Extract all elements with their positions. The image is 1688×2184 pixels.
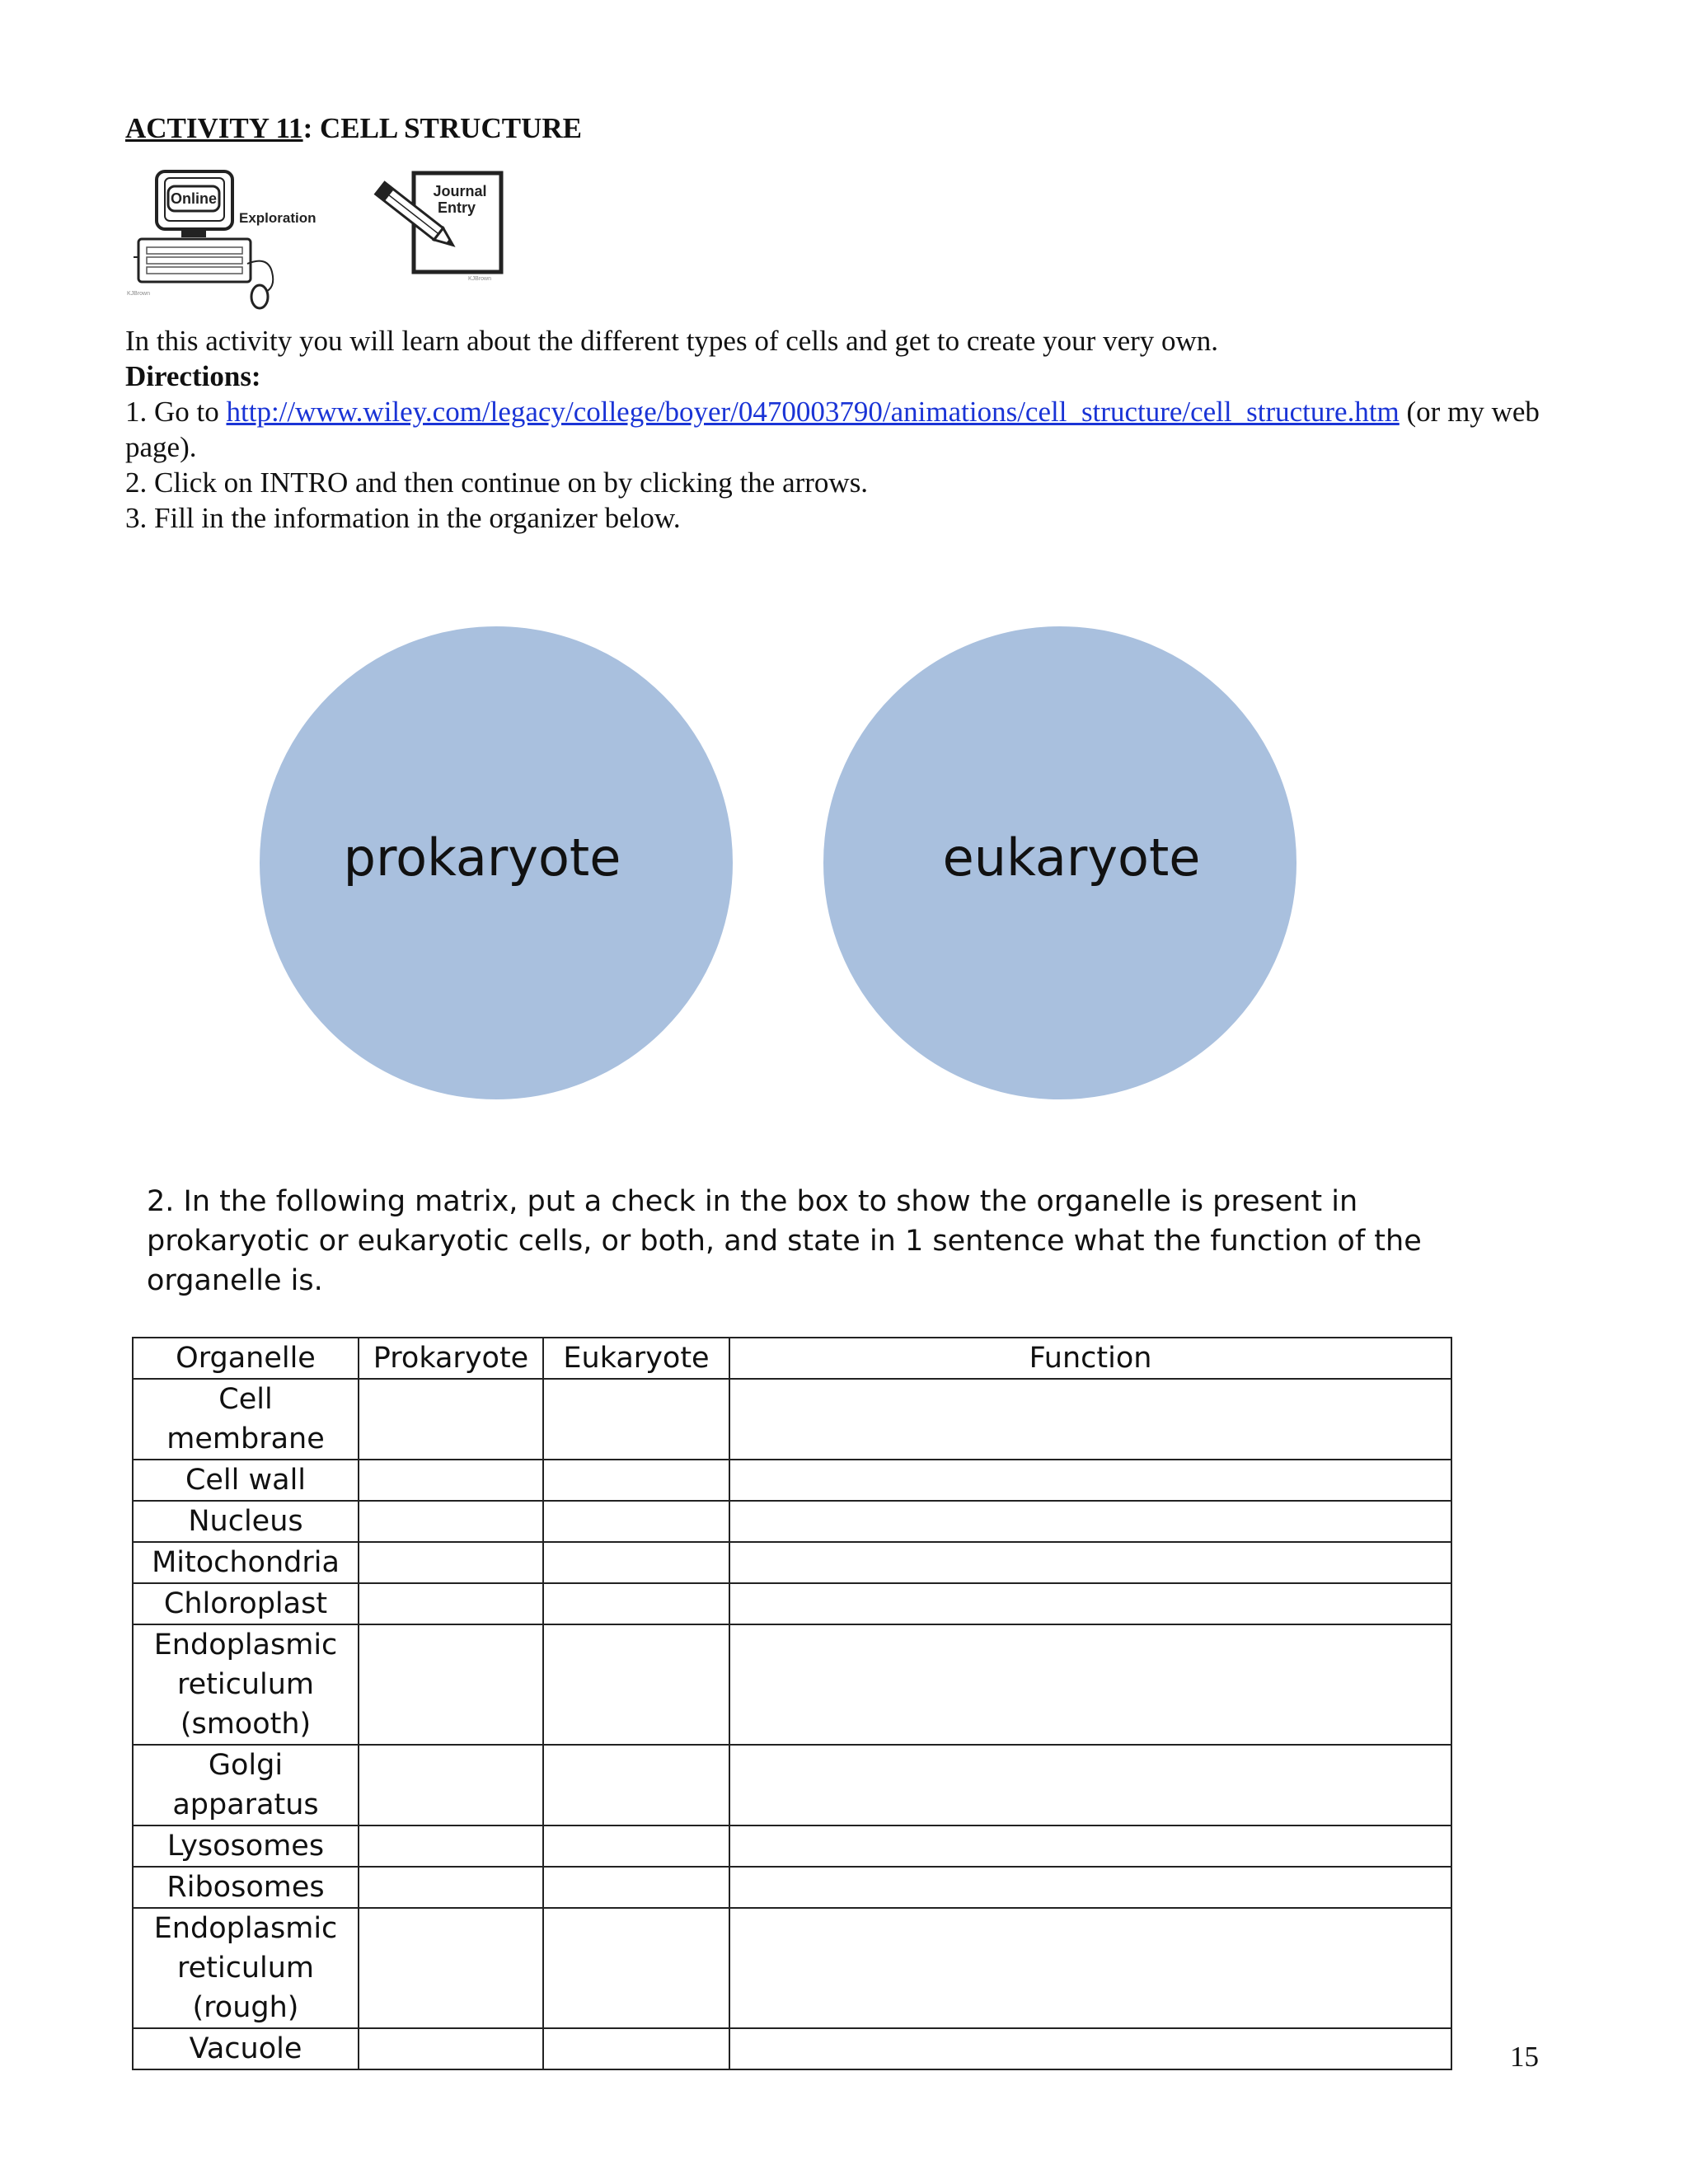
organelle-name: Golgi apparatus bbox=[133, 1745, 359, 1825]
function-cell[interactable] bbox=[729, 2028, 1451, 2069]
function-cell[interactable] bbox=[729, 1379, 1451, 1460]
online-exploration-icon bbox=[124, 165, 330, 312]
organelle-name: Cell wall bbox=[133, 1460, 359, 1501]
activity-name: : CELL STRUCTURE bbox=[302, 112, 582, 144]
prokaryote-check-cell[interactable] bbox=[359, 1908, 543, 2028]
header-eukaryote: Eukaryote bbox=[543, 1338, 729, 1379]
table-row bbox=[133, 1825, 1451, 1867]
organelle-name: Nucleus bbox=[133, 1501, 359, 1542]
prokaryote-check-cell[interactable] bbox=[359, 1867, 543, 1908]
header-prokaryote: Prokaryote bbox=[359, 1338, 543, 1379]
eukaryote-check-cell[interactable] bbox=[543, 1501, 729, 1542]
organelle-name: Chloroplast bbox=[133, 1583, 359, 1624]
step-1-suffix: (or my web page). bbox=[125, 396, 1540, 463]
header-organelle: Organelle bbox=[133, 1338, 359, 1379]
prokaryote-check-cell[interactable] bbox=[359, 1745, 543, 1825]
organelle-name: Ribosomes bbox=[133, 1867, 359, 1908]
prokaryote-check-cell[interactable] bbox=[359, 2028, 543, 2069]
organelle-name: Lysosomes bbox=[133, 1825, 359, 1867]
organelle-matrix bbox=[132, 1337, 1452, 2070]
eukaryote-check-cell[interactable] bbox=[543, 1825, 729, 1867]
directions-heading: Directions: bbox=[125, 360, 261, 392]
cell-structure-link[interactable]: http://www.wiley.com/legacy/college/boyer/0470003790/animations/cell_structure/cell_structure.htm bbox=[226, 396, 1400, 428]
table-row bbox=[133, 1583, 1451, 1624]
function-cell[interactable] bbox=[729, 1460, 1451, 1501]
table-row bbox=[133, 1867, 1451, 1908]
eukaryote-check-cell[interactable] bbox=[543, 1379, 729, 1460]
organelle-name: Endoplasmic reticulum (rough) bbox=[133, 1908, 359, 2028]
eukaryote-check-cell[interactable] bbox=[543, 2028, 729, 2069]
prokaryote-check-cell[interactable] bbox=[359, 1624, 543, 1745]
function-cell[interactable] bbox=[729, 1745, 1451, 1825]
page-number: 15 bbox=[1510, 2041, 1539, 2073]
organelle-name: Mitochondria bbox=[133, 1542, 359, 1583]
eukaryote-check-cell[interactable] bbox=[543, 1908, 729, 2028]
function-cell[interactable] bbox=[729, 1825, 1451, 1867]
table-row bbox=[133, 1624, 1451, 1745]
table-row bbox=[133, 1379, 1451, 1460]
journal-credit: KJBrown bbox=[468, 276, 492, 282]
prokaryote-check-cell[interactable] bbox=[359, 1542, 543, 1583]
journal-entry-icon bbox=[363, 165, 519, 288]
step-1 bbox=[125, 394, 1543, 465]
prokaryote-check-cell[interactable] bbox=[359, 1460, 543, 1501]
prokaryote-check-cell[interactable] bbox=[359, 1825, 543, 1867]
prokaryote-check-cell[interactable] bbox=[359, 1379, 543, 1460]
table-header-row bbox=[133, 1338, 1451, 1379]
matrix-instructions: 2. In the following matrix, put a check in the box to show the organelle is present in prokaryotic or eukaryotic cells, or both, and state in 1 sentence what the function of the organelle is. bbox=[147, 1185, 1422, 1297]
prokaryote-check-cell[interactable] bbox=[359, 1501, 543, 1542]
online-credit: KJBrown bbox=[127, 291, 151, 297]
function-cell[interactable] bbox=[729, 1542, 1451, 1583]
table-row bbox=[133, 2028, 1451, 2069]
organelle-name: Vacuole bbox=[133, 2028, 359, 2069]
function-cell[interactable] bbox=[729, 1624, 1451, 1745]
online-label: Exploration bbox=[239, 210, 316, 226]
eukaryote-check-cell[interactable] bbox=[543, 1624, 729, 1745]
function-cell[interactable] bbox=[729, 1501, 1451, 1542]
organelle-name: Cell membrane bbox=[133, 1379, 359, 1460]
header-function: Function bbox=[729, 1338, 1451, 1379]
prokaryote-label: prokaryote bbox=[343, 827, 621, 888]
table-row bbox=[133, 1542, 1451, 1583]
eukaryote-check-cell[interactable] bbox=[543, 1460, 729, 1501]
eukaryote-check-cell[interactable] bbox=[543, 1867, 729, 1908]
eukaryote-check-cell[interactable] bbox=[543, 1542, 729, 1583]
step-2: 2. Click on INTRO and then continue on by clicking the arrows. bbox=[125, 466, 869, 499]
table-row bbox=[133, 1908, 1451, 2028]
step-3: 3. Fill in the information in the organizer below. bbox=[125, 502, 681, 534]
eukaryote-label: eukaryote bbox=[942, 827, 1201, 888]
function-cell[interactable] bbox=[729, 1583, 1451, 1624]
journal-line1: Journal bbox=[433, 183, 487, 199]
activity-number: ACTIVITY 11 bbox=[125, 112, 303, 144]
organelle-name: Endoplasmic reticulum (smooth) bbox=[133, 1624, 359, 1745]
prokaryote-check-cell[interactable] bbox=[359, 1583, 543, 1624]
venn-diagram bbox=[247, 581, 1319, 1150]
table-row bbox=[133, 1460, 1451, 1501]
table-row bbox=[133, 1501, 1451, 1542]
step-1-prefix: 1. Go to bbox=[125, 396, 227, 428]
activity-title bbox=[125, 112, 582, 145]
eukaryote-check-cell[interactable] bbox=[543, 1583, 729, 1624]
online-screen-text: Online bbox=[170, 190, 218, 207]
function-cell[interactable] bbox=[729, 1867, 1451, 1908]
eukaryote-check-cell[interactable] bbox=[543, 1745, 729, 1825]
function-cell[interactable] bbox=[729, 1908, 1451, 2028]
journal-line2: Entry bbox=[437, 199, 476, 216]
table-row bbox=[133, 1745, 1451, 1825]
intro-text: In this activity you will learn about the different types of cells and get to create your very own. bbox=[125, 325, 1219, 357]
